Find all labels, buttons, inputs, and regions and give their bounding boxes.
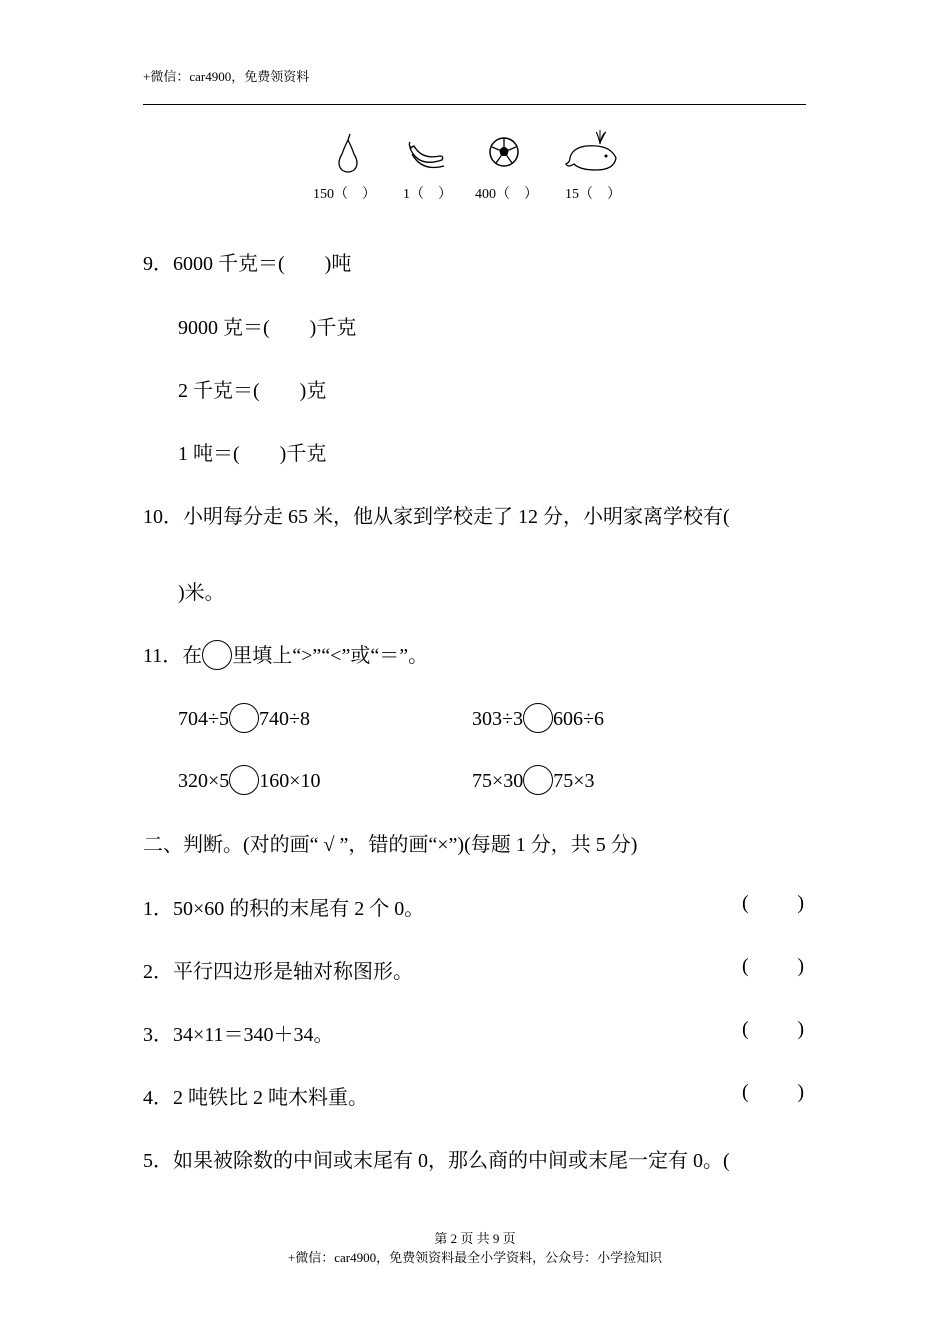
answer-paren-2[interactable]: ( ) bbox=[742, 955, 804, 977]
answer-paren-3[interactable]: ( ) bbox=[742, 1018, 804, 1040]
judge-item-1: 1．50×60 的积的末尾有 2 个 0。 bbox=[143, 898, 425, 920]
q11-item-4 bbox=[472, 765, 595, 795]
q11-item-4-left: 75×30 bbox=[472, 770, 524, 792]
picture-label-whale: 15（ ） bbox=[565, 187, 621, 202]
page-number: 第 2 页 共 9 页 bbox=[434, 1231, 516, 1246]
header-rule bbox=[143, 104, 806, 105]
picture-label-pear: 150（ ） bbox=[313, 187, 376, 202]
pear-icon bbox=[339, 134, 357, 172]
q9-line-1: 9．6000 千克＝( )吨 bbox=[143, 253, 352, 275]
q11-item-1-right: 740÷8 bbox=[258, 708, 310, 730]
q10-line-2: )米。 bbox=[178, 582, 225, 604]
q11-item-1-left: 704÷5 bbox=[178, 708, 229, 730]
q10-line-1: 10．小明每分走 65 米，他从家到学校走了 12 分，小明家离学校有( bbox=[143, 506, 730, 528]
q9-line-3: 2 千克＝( )克 bbox=[178, 380, 327, 402]
judge-item-4: 4．2 吨铁比 2 吨木料重。 bbox=[143, 1087, 368, 1109]
picture-label-football: 400（ ） bbox=[475, 187, 538, 202]
q11-item-2-left: 303÷3 bbox=[472, 708, 523, 730]
pictures-row bbox=[330, 130, 630, 178]
compare-circle[interactable] bbox=[229, 703, 259, 733]
compare-circle[interactable] bbox=[523, 765, 553, 795]
judge-item-3: 3．34×11＝340＋34。 bbox=[143, 1024, 334, 1046]
q11-suffix: 里填上“>”“<”或“＝”。 bbox=[232, 645, 429, 667]
footer-note: +微信：car4900，免费领资料最全小学资料，公众号：小学捡知识 bbox=[287, 1250, 663, 1265]
q11-prefix: 11．在 bbox=[143, 645, 203, 667]
whale-icon bbox=[566, 130, 616, 170]
answer-paren-4[interactable]: ( ) bbox=[742, 1081, 804, 1103]
q11-item-1 bbox=[178, 703, 310, 733]
q9-line-4: 1 吨＝( )千克 bbox=[178, 443, 327, 465]
judge-item-2: 2．平行四边形是轴对称图形。 bbox=[143, 961, 413, 983]
q11-item-3 bbox=[178, 765, 321, 795]
compare-circle[interactable] bbox=[523, 703, 553, 733]
q11-item-2-right: 606÷6 bbox=[552, 708, 604, 730]
picture-label-banana: 1（ ） bbox=[403, 187, 452, 202]
banana-icon bbox=[409, 142, 444, 168]
section2-title: 二、判断。(对的画“ √ ”，错的画“×”)(每题 1 分，共 5 分) bbox=[143, 834, 638, 856]
q11-item-3-left: 320×5 bbox=[178, 770, 230, 792]
header-note: +微信：car4900，免费领资料 bbox=[143, 69, 310, 84]
q11-prompt bbox=[143, 639, 428, 670]
judge-item-5: 5．如果被除数的中间或末尾有 0，那么商的中间或末尾一定有 0。( bbox=[143, 1150, 730, 1172]
q11-item-2 bbox=[472, 703, 604, 733]
football-icon bbox=[490, 138, 518, 166]
q11-item-4-right: 75×3 bbox=[553, 770, 595, 792]
compare-circle[interactable] bbox=[229, 765, 259, 795]
compare-circle bbox=[202, 640, 232, 670]
q9-line-2: 9000 克＝( )千克 bbox=[178, 317, 357, 339]
answer-paren-1[interactable]: ( ) bbox=[742, 892, 804, 914]
q11-item-3-right: 160×10 bbox=[259, 770, 321, 792]
